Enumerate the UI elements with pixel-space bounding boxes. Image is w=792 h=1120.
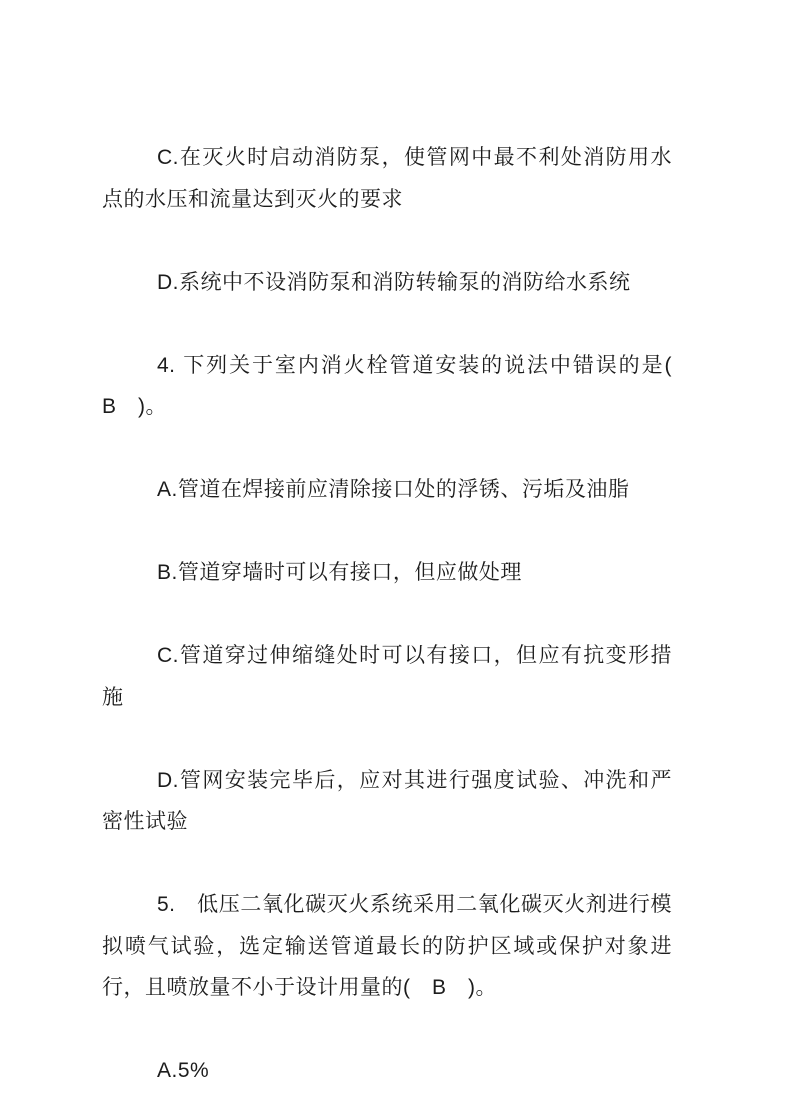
q4-option-b: B.管道穿墙时可以有接口，但应做处理 (157, 561, 522, 584)
q4-option-c: C.管道穿过伸缩缝处时可以有接口，但应有抗变形措施 (102, 644, 672, 709)
q3-option-d: D.系统中不设消防泵和消防转输泵的消防给水系统 (157, 270, 631, 294)
q5-option-a: A.5% (157, 1059, 210, 1082)
q4-option-a: A.管道在焊接前应清除接口处的浮锈、污垢及油脂 (157, 478, 630, 501)
q3-option-c: C.在灭火时启动消防泵，使管网中最不利处消防用水点的水压和流量达到灭火的要求 (102, 146, 672, 211)
paragraph-list (102, 137, 694, 1092)
q5-stem: 5. 低压二氧化碳灭火系统采用二氧化碳灭火剂进行模拟喷气试验，选定输送管道最长的防护区域或保护对象进行，且喷放量不小于设计用量的( B )。 (102, 893, 672, 999)
q4-option-d: D.管网安装完毕后，应对其进行强度试验、冲洗和严密性试验 (102, 768, 672, 833)
q4-stem: 4. 下列关于室内消火栓管道安装的说法中错误的是( B )。 (102, 353, 694, 418)
